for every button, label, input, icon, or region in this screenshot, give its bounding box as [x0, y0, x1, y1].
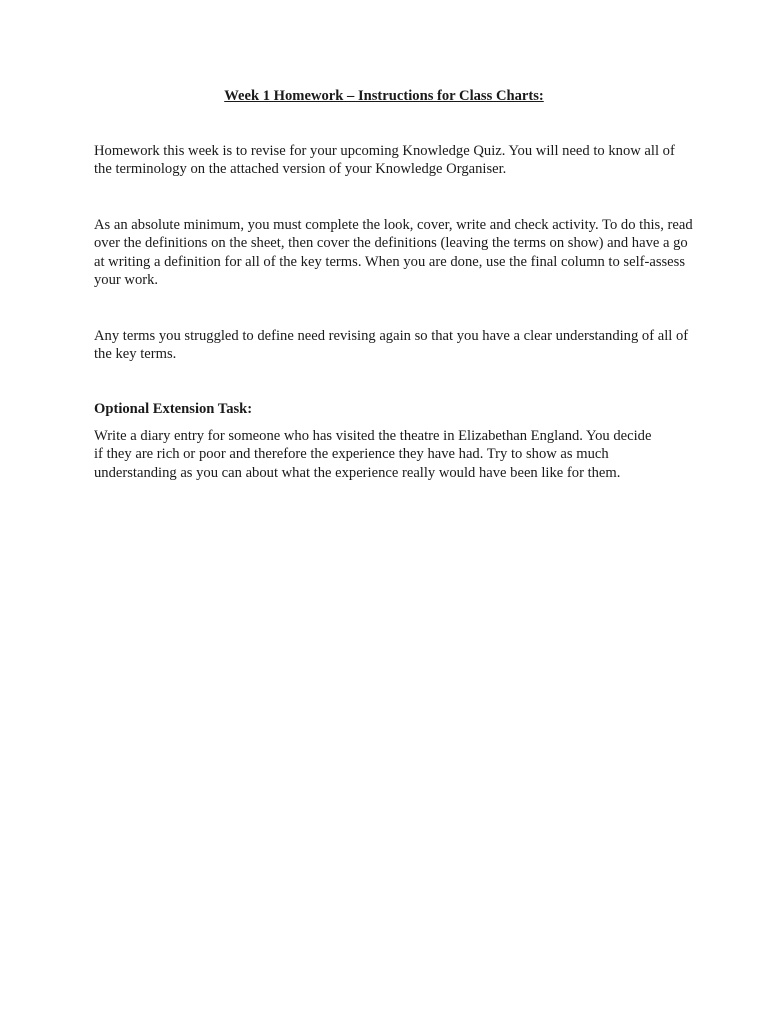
document-title: Week 1 Homework – Instructions for Class Charts:	[224, 88, 544, 104]
paragraph-struggled-terms: Any terms you struggled to define need revising again so that you have a clear understanding of all of the key terms.	[94, 328, 689, 363]
extension-task-heading: Optional Extension Task:	[94, 401, 253, 417]
extension-task-body: Write a diary entry for someone who has visited the theatre in Elizabethan England. You decide if they are rich or poor and therefore the experience they have had. Try to show as much understanding as you can about what the experience really would have been like for them.	[94, 428, 652, 481]
paragraph-revise-quiz: Homework this week is to revise for your upcoming Knowledge Quiz. You will need to know all of the terminology on the attached version of your Knowledge Organiser.	[94, 143, 675, 178]
paragraph-look-cover-write-check: As an absolute minimum, you must complete the look, cover, write and check activity. To do this, read over the definitions on the sheet, then cover the definitions (leaving the terms on show) and have a go at writing a definition for all of the key terms. When you are done, use the final column to self-assess your work.	[94, 217, 693, 288]
